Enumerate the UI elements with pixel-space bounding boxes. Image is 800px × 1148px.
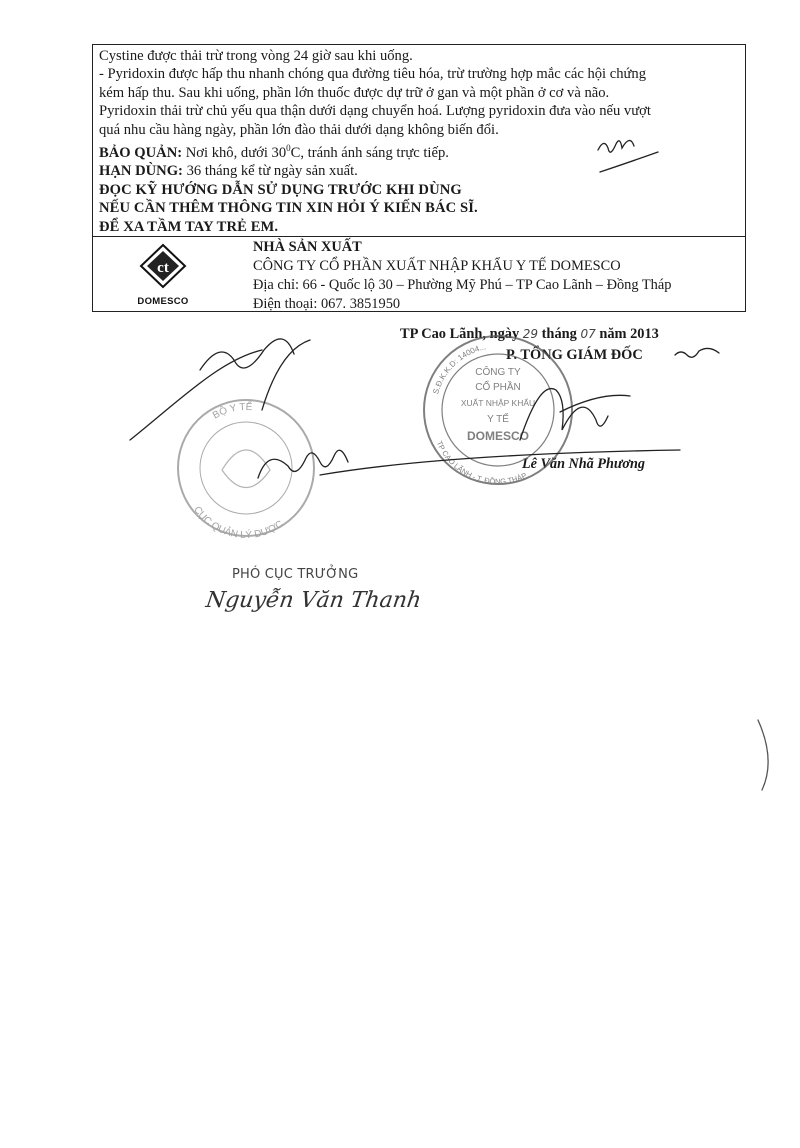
gov-seal-top — [211, 400, 253, 422]
date-month: 07 — [580, 327, 596, 341]
storage-text-end: C, tránh ánh sáng trực tiếp. — [290, 144, 449, 161]
warning-read-instructions: ĐỌC KỸ HƯỚNG DẪN SỬ DỤNG TRƯỚC KHI DÙNG — [99, 181, 462, 198]
expiry-line — [99, 162, 739, 180]
manufacturer-heading: NHÀ SẢN XUẤT — [253, 239, 362, 255]
storage-label: BẢO QUẢN: — [99, 144, 183, 161]
manufacturer-phone: Điện thoại: 067. 3851950 — [253, 296, 401, 312]
gov-seal-bottom — [191, 505, 285, 541]
storage-text: Nơi khô, dưới 30 — [182, 144, 287, 161]
approver-name: Nguyễn Văn Thanh — [204, 588, 423, 613]
seal-line-4: Y TẾ — [487, 414, 509, 425]
gov-seal-top-path: BỘ Y TẾ — [211, 401, 253, 422]
body-line: kém hấp thu. Sau khi uống, phần lớn thuốc được dự trữ ở gan và một phần ở cơ và não. — [99, 84, 610, 101]
manufacturer-info — [253, 238, 743, 314]
warning-ask-doctor: NẾU CẦN THÊM THÔNG TIN XIN HỎI Ý KIẾN BÁC SĨ. — [99, 200, 478, 217]
signature-block — [400, 326, 740, 363]
storage-degree: 0 — [286, 143, 291, 154]
storage-line — [99, 139, 739, 162]
director-signature — [520, 389, 630, 440]
signer-name: Lê Văn Nhã Phương — [522, 456, 645, 472]
date-day: 29 — [522, 327, 539, 341]
seal-ring-bottom — [435, 439, 528, 486]
svg-text:ct: ct — [157, 260, 169, 276]
government-seal — [178, 400, 314, 541]
seal-ring-top — [431, 342, 487, 395]
date-year: năm 2013 — [595, 326, 659, 342]
date-line — [400, 326, 740, 343]
seal-ring-top-path: S.Đ.K.K.D: 14004... — [431, 342, 487, 396]
section-divider — [93, 236, 745, 237]
page-edge-mark — [758, 720, 768, 790]
expiry-text: 36 tháng kể từ ngày sản xuất. — [182, 163, 358, 180]
gov-seal-bottom-path: CỤC QUẢN LÝ DƯỢC — [191, 504, 286, 542]
seal-line-5: DOMESCO — [466, 429, 530, 443]
drug-label-frame — [92, 44, 746, 312]
body-line: Pyridoxin thải trừ chủ yếu qua thận dưới dạng chuyển hoá. Lượng pyridoxin đưa vào nếu vượt — [99, 103, 651, 120]
manufacturer-address: Địa chỉ: 66 - Quốc lộ 30 – Phường Mỹ Phú – TP Cao Lãnh – Đồng Tháp — [253, 277, 672, 293]
label-body — [99, 47, 739, 236]
seal-line-1: CÔNG TY — [475, 367, 521, 378]
body-line: quá nhu cầu hàng ngày, phần lớn đào thải dưới dạng không biến đổi. — [99, 121, 499, 138]
date-prefix: TP Cao Lãnh, ngày — [400, 326, 523, 342]
warning-keep-away: ĐỂ XA TẦM TAY TRẺ EM. — [99, 218, 279, 235]
domesco-logo-mark — [133, 243, 193, 289]
domesco-logo — [133, 243, 193, 307]
approver-signature-upper — [130, 339, 310, 440]
body-line: Cystine được thải trừ trong vòng 24 giờ sau khi uống. — [99, 48, 413, 64]
body-line: - Pyridoxin được hấp thu nhanh chóng qua đường tiêu hóa, trừ trường hợp mắc các hội chứng — [99, 66, 647, 83]
handwritten-note — [675, 348, 719, 357]
manufacturer-company: CÔNG TY CỔ PHẦN XUẤT NHẬP KHẨU Y TẾ DOMESCO — [253, 258, 621, 274]
seal-line-3: XUẤT NHẬP KHẨU — [460, 398, 536, 408]
seal-line-2: CỔ PHẦN — [475, 382, 521, 393]
expiry-label: HẠN DÙNG: — [99, 163, 183, 180]
approver-title: PHÓ CỤC TRƯỞNG — [232, 567, 359, 582]
signer-position: P. TỔNG GIÁM ĐỐC — [506, 347, 643, 363]
domesco-logo-word: DOMESCO — [137, 296, 189, 307]
seal-ring-bottom-path: TP CAO LÃNH - T. ĐỒNG THÁP — [434, 439, 529, 487]
date-month-label: tháng — [538, 326, 581, 342]
